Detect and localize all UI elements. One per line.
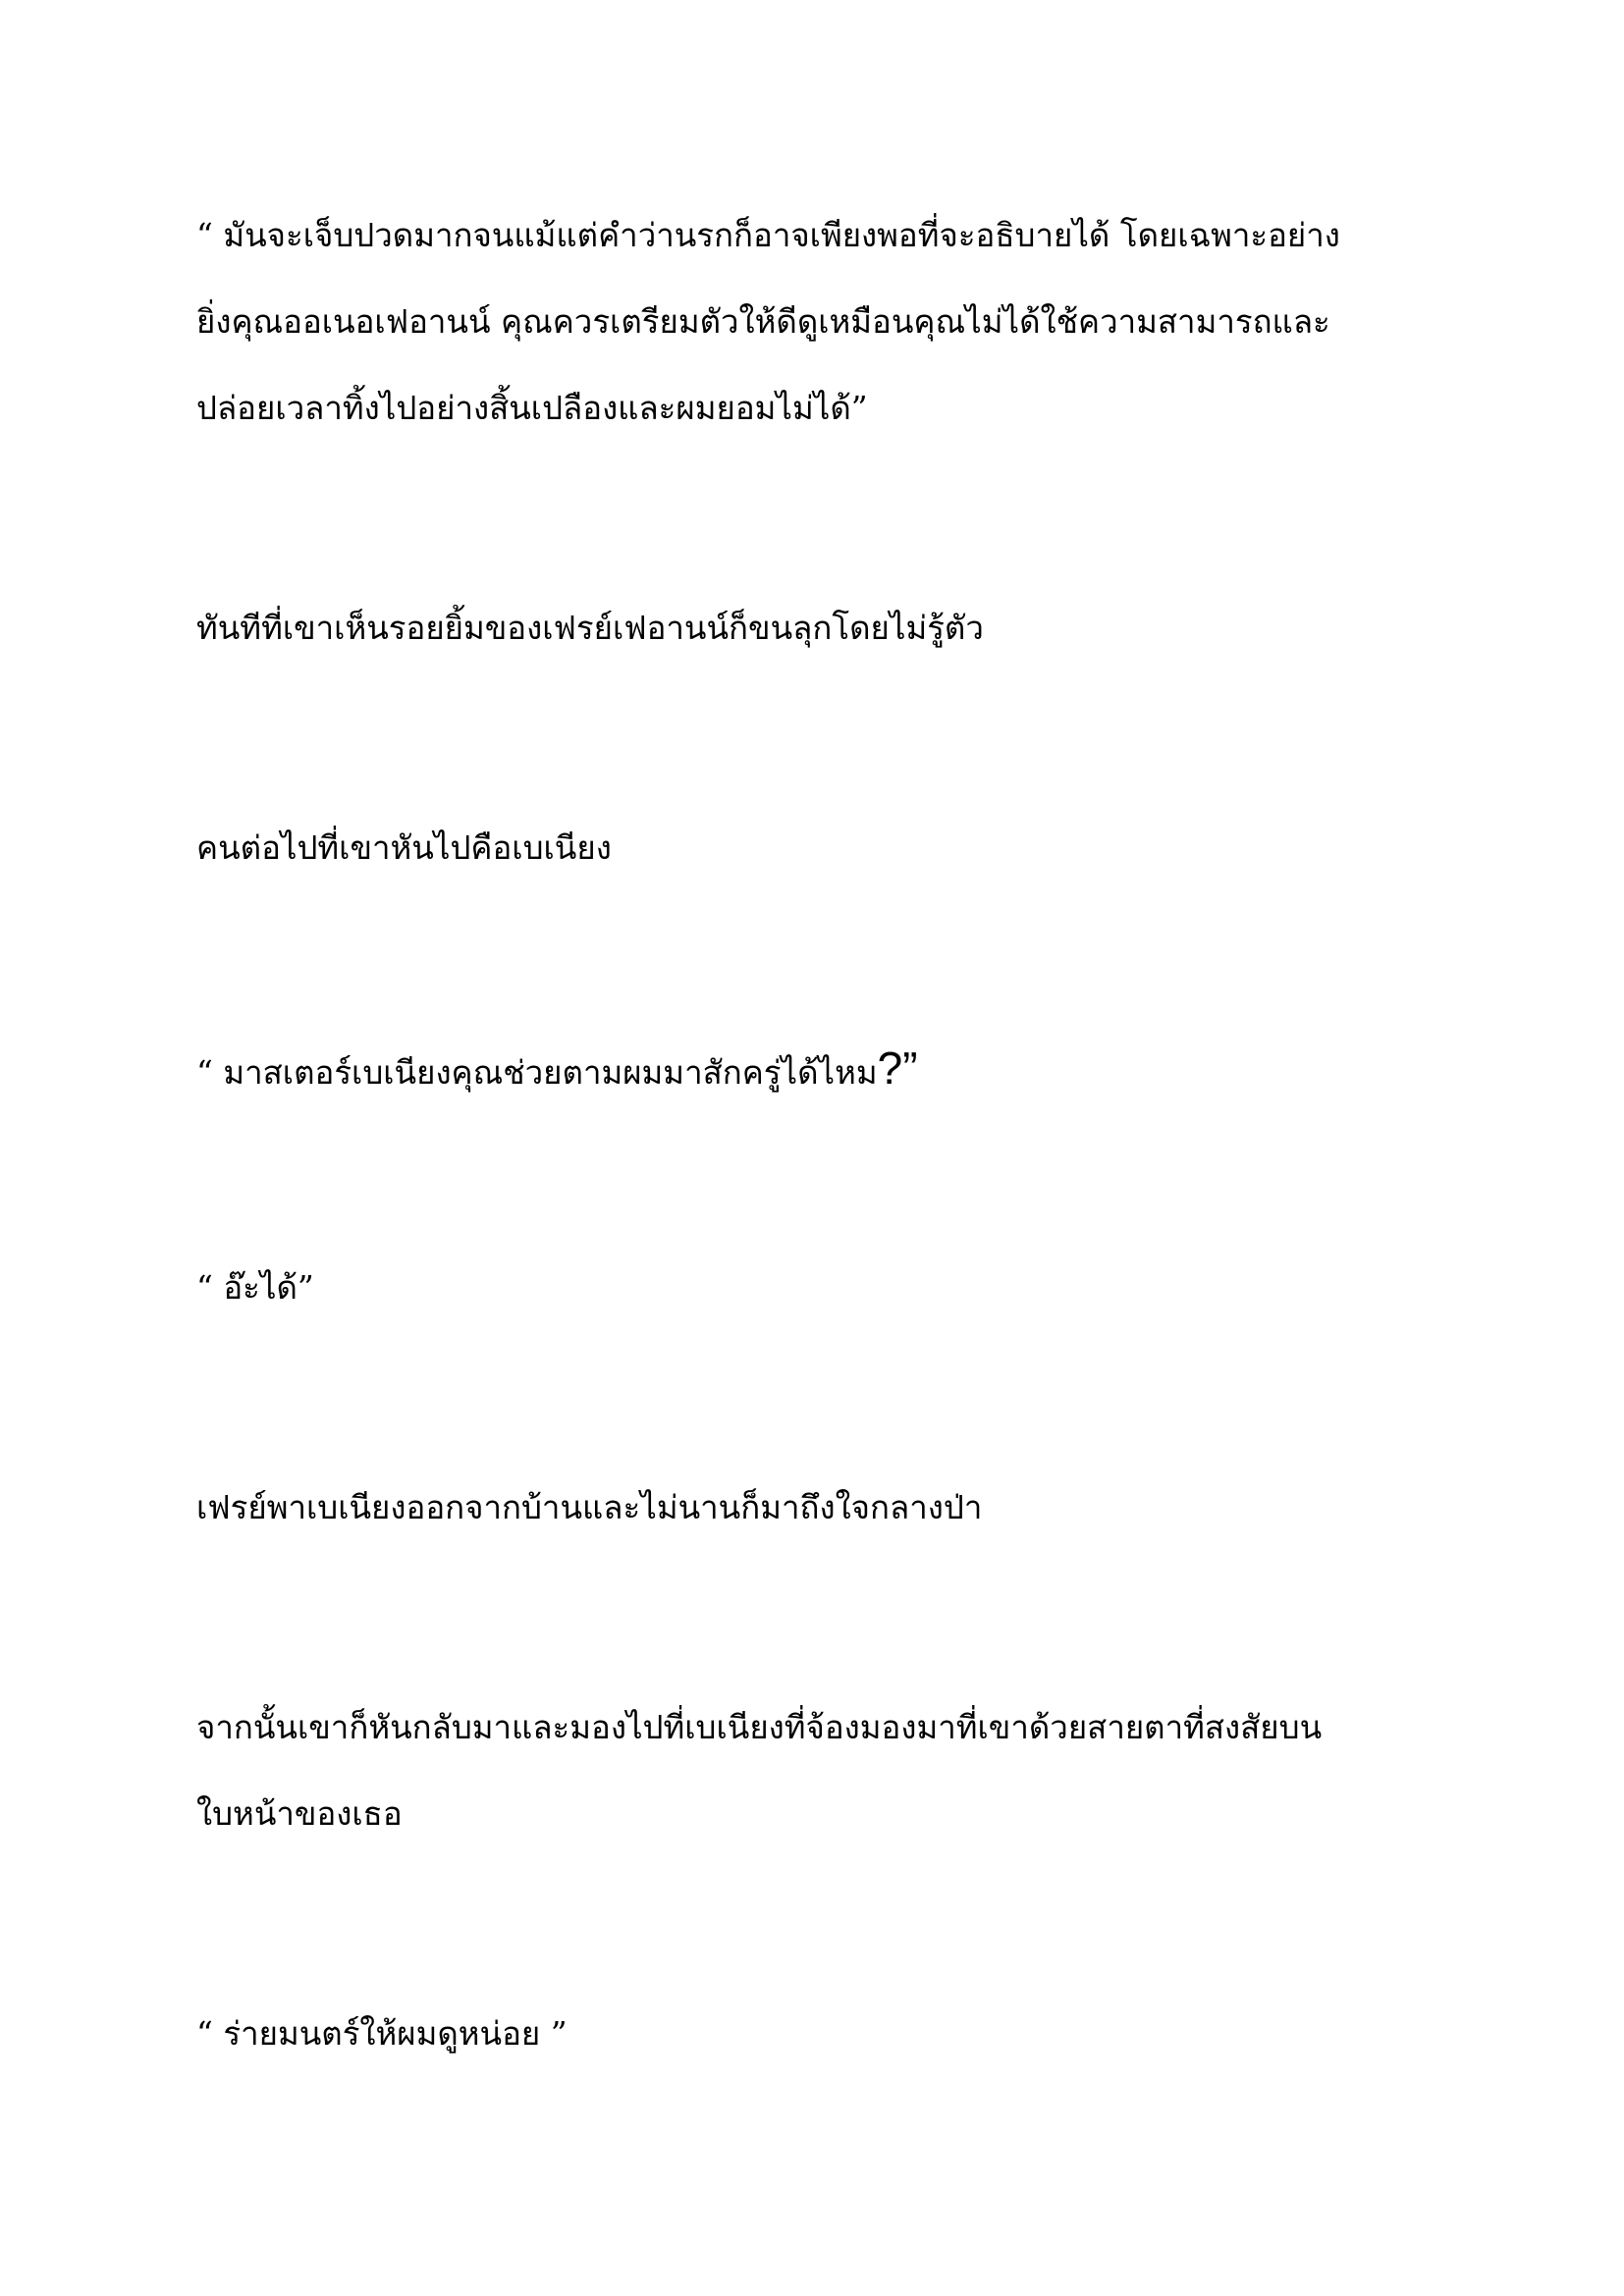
question-mark: ?” (877, 1042, 918, 1094)
text-line: เฟรย์พาเบเนียงออกจากบ้านและไม่นานก็มาถึงใจกลางป่า (196, 1488, 983, 1526)
text-line: “ มันจะเจ็บปวดมากจนแม้แต่คำว่านรกก็อาจเพียงพอที่จะอธิบายได้ โดยเฉพาะอย่าง (196, 216, 1340, 254)
paragraph (196, 585, 1463, 671)
text-line: ทันทีที่เขาเห็นรอยยิ้มของเฟรย์เฟอานน์ก็ขนลุกโดยไม่รู้ตัว (196, 609, 984, 647)
text-line: ยิ่งคุณออเนอเฟอานน์ คุณควรเตรียมตัวให้ดีดูเหมือนคุณไม่ได้ใช้ความสามารถและ (196, 302, 1330, 341)
paragraph (196, 1991, 1463, 2077)
text-line: “ ร่ายมนตร์ให้ผมดูหน่อย ” (196, 2014, 568, 2053)
paragraph (196, 1465, 1463, 1551)
text-line (196, 1025, 1463, 1116)
paragraph (196, 1025, 1463, 1116)
paragraph (196, 1245, 1463, 1331)
paragraph (196, 805, 1463, 891)
paragraph (196, 192, 1463, 452)
text-line: ปล่อยเวลาทิ้งไปอย่างสิ้นเปลืองและผมยอมไม่ได้” (196, 389, 868, 427)
text-line: ใบหน้าของเธอ (196, 1794, 403, 1833)
paragraph (196, 1684, 1463, 1857)
dialogue-text: “ มาสเตอร์เบเนียงคุณช่วยตามผมมาสักครู่ได้ไหม (196, 1053, 878, 1092)
text-line: คนต่อไปที่เขาหันไปคือเบเนียง (196, 828, 612, 867)
text-line: “ อ๊ะได้” (196, 1268, 314, 1307)
text-line: จากนั้นเขาก็หันกลับมาและมองไปที่เบเนียงที่จ้องมองมาที่เขาด้วยสายตาที่สงสัยบน (196, 1708, 1323, 1746)
